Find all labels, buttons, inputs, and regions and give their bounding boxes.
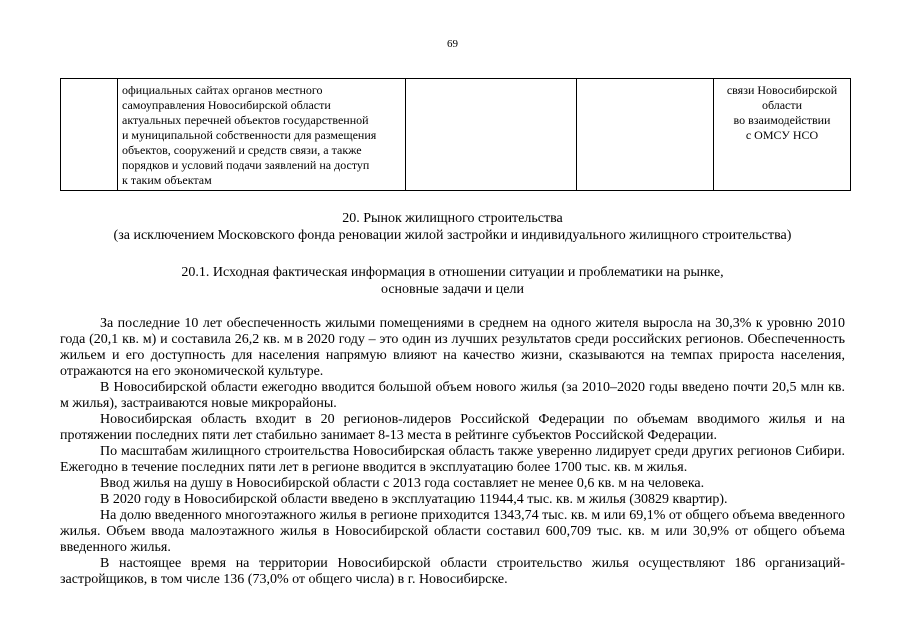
paragraph: В настоящее время на территории Новосибирской области строительство жилья осуществляют 186 организаций-застройщиков, в том числе 136 (73,0% от общего числа) в г. Новосибирске.	[60, 556, 845, 587]
cell-line: самоуправления Новосибирской области	[122, 98, 331, 112]
cell-line: актуальных перечней объектов государственной	[122, 113, 369, 127]
paragraph: В 2020 году в Новосибирской области введено в эксплуатацию 11944,4 тыс. кв. м жилья (30829 квартир).	[100, 492, 728, 507]
cell-line: и муниципальной собственности для размещения	[122, 128, 377, 142]
cell-line: к таким объектам	[122, 173, 212, 187]
subsection-title-line2: основные задачи и цели	[380, 282, 524, 297]
section-title: 20. Рынок жилищного строительства	[342, 211, 563, 226]
table-cell-empty	[61, 79, 118, 191]
cell-line: области	[761, 98, 803, 112]
page-number: 69	[447, 38, 458, 50]
paragraph: В Новосибирской области ежегодно вводится большой объем нового жилья (за 2010–2020 годы введено почти 20,5 млн кв. м жилья), застраиваются новые микрорайоны.	[60, 380, 845, 411]
section-heading	[0, 210, 905, 244]
cell-line: официальных сайтах органов местного	[122, 83, 323, 97]
paragraph: Новосибирская область входит в 20 регионов-лидеров Российской Федерации по объемам вводимого жилья и на протяжении последних пяти лет стабильно занимает 8-13 места в рейтинге субъектов Российской Федерации.	[60, 412, 845, 443]
section-subtitle: (за исключением Московского фонда реновации жилой застройки и индивидуального жилищного строительства)	[113, 228, 792, 243]
subsection-title-line1: 20.1. Исходная фактическая информация в отношении ситуации и проблематики на рынке,	[181, 265, 724, 280]
table-cell-responsible	[714, 79, 851, 191]
body-text	[60, 316, 845, 588]
table-cell-description	[118, 79, 406, 191]
table-cell-empty	[577, 79, 714, 191]
table-row	[61, 79, 851, 191]
paragraph: По масштабам жилищного строительства Новосибирская область также уверенно лидирует среди других регионов Сибири. Ежегодно в течение последних пяти лет в регионе вводится в эксплуатацию более 1700 тыс. кв. м жилья.	[60, 444, 845, 475]
cell-line: связи Новосибирской	[726, 83, 838, 97]
continuation-table	[60, 78, 851, 191]
subsection-heading	[0, 264, 905, 298]
cell-line: во взаимодействии	[733, 113, 831, 127]
cell-line: порядков и условий подачи заявлений на доступ	[122, 158, 370, 172]
paragraph: За последние 10 лет обеспеченность жилыми помещениями в среднем на одного жителя выросла на 30,3% к уровню 2010 года (20,1 кв. м) и составила 26,2 кв. м в 2020 году – это один из лучших результатов среди российских регионов. Обеспеченность жильем и его доступность для населения напрямую влияют на качество жизни, сказываются на темпах прироста населения, отражаются на его экономической культуре.	[60, 316, 845, 379]
paragraph: Ввод жилья на душу в Новосибирской области с 2013 года составляет не менее 0,6 кв. м на человека.	[100, 476, 705, 491]
paragraph: На долю введенного многоэтажного жилья в регионе приходится 1343,74 тыс. кв. м или 69,1% от общего объема введенного жилья. Объем ввода малоэтажного жилья в Новосибирской области составил 600,709 тыс. кв. м или 30,9% от общего объема введенного жилья.	[60, 508, 845, 555]
cell-line: объектов, сооружений и средств связи, а также	[122, 143, 362, 157]
cell-line: с ОМСУ НСО	[745, 128, 819, 142]
table-cell-empty	[406, 79, 577, 191]
